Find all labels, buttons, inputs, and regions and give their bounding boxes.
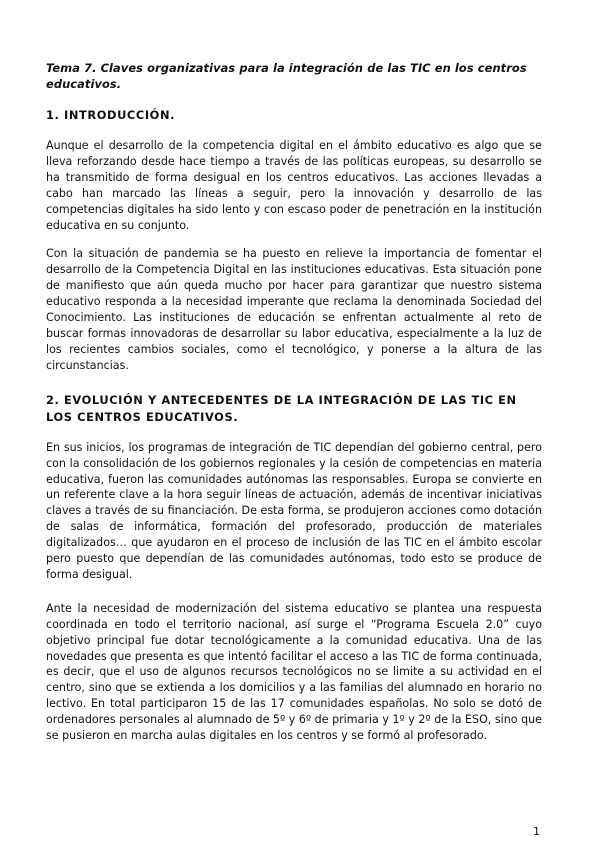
section-heading-evolucion: 2. EVOLUCIÓN Y ANTECEDENTES DE LA INTEGRACIÓN DE LAS TIC EN LOS CENTROS EDUCATIVOS. xyxy=(46,392,517,424)
page-number: 1 xyxy=(533,825,540,838)
document-page xyxy=(46,60,542,757)
paragraph: Aunque el desarrollo de la competencia digital en el ámbito educativo es algo que se lleva reforzando desde hace tiempo a través de las políticas europeas, su desarrollo se ha transmitido de forma desigual en los centros educativos. Las acciones llevadas a cabo han marcado las líneas a seguir, pero la innovación y desarrollo de las competencias digitales ha sido lento y con escaso poder de penetración en la institución educativa en su conjunto. xyxy=(46,139,542,232)
document-title: Tema 7. Claves organizativas para la integración de las TIC en los centros educativos. xyxy=(46,61,527,91)
paragraph: Ante la necesidad de modernización del sistema educativo se plantea una respuesta coordinada en todo el territorio nacional, así surge el “Programa Escuela 2.0” cuyo objetivo principal fue dotar tecnológicamente a la comunidad educativa. Una de las novedades que presenta es que intentó facilitar el acceso a las TIC de forma continuada, es decir, que el uso de algunos recursos tecnológicos no se limite a su actividad en el centro, sino que se extienda a los domicilios y a las familias del alumnado en horario no lectivo. En total participaron 15 de las 17 comunidades españolas. No solo se dotó de ordenadores personales al alumnado de 5º y 6º de primaria y 1º y 2º de la ESO, sino que se pusieron en marcha aulas digitales en los centros y se formó al profesorado. xyxy=(46,601,542,743)
paragraph: En sus inicios, los programas de integración de TIC dependían del gobierno central, pero con la consolidación de los gobiernos regionales y la cesión de competencias en materia educativa, fueron las comunidades autónomas las responsables. Europa se convierte en un referente clave a la hora seguir líneas de actuación, además de incentivar iniciativas claves a través de su financiación. De esta forma, se produjeron acciones como dotación de salas de informática, formación del profesorado, producción de materiales digitalizados… que ayudaron en el proceso de inclusión de las TIC en el ámbito escolar pero puesto que dependían de las comunidades autónomas, todo esto se produce de forma desigual. xyxy=(46,440,542,581)
section-heading-introduccion: 1. INTRODUCCIÓN. xyxy=(46,108,176,122)
paragraph: Con la situación de pandemia se ha puesto en relieve la importancia de fomentar el desarrollo de la Competencia Digital en las instituciones educativas. Esta situación pone de manifiesto que aún queda mucho por hacer para garantizar que nuestro sistema educativo responda a la necesidad imperante que reclama la denominada Sociedad del Conocimiento. Las instituciones de educación se enfrentan actualmente al reto de buscar formas innovadoras de desarrollar su labor educativa, especialmente a la luz de los recientes cambios sociales, como el tecnológico, y ponerse a la altura de las circunstancias. xyxy=(46,247,542,372)
